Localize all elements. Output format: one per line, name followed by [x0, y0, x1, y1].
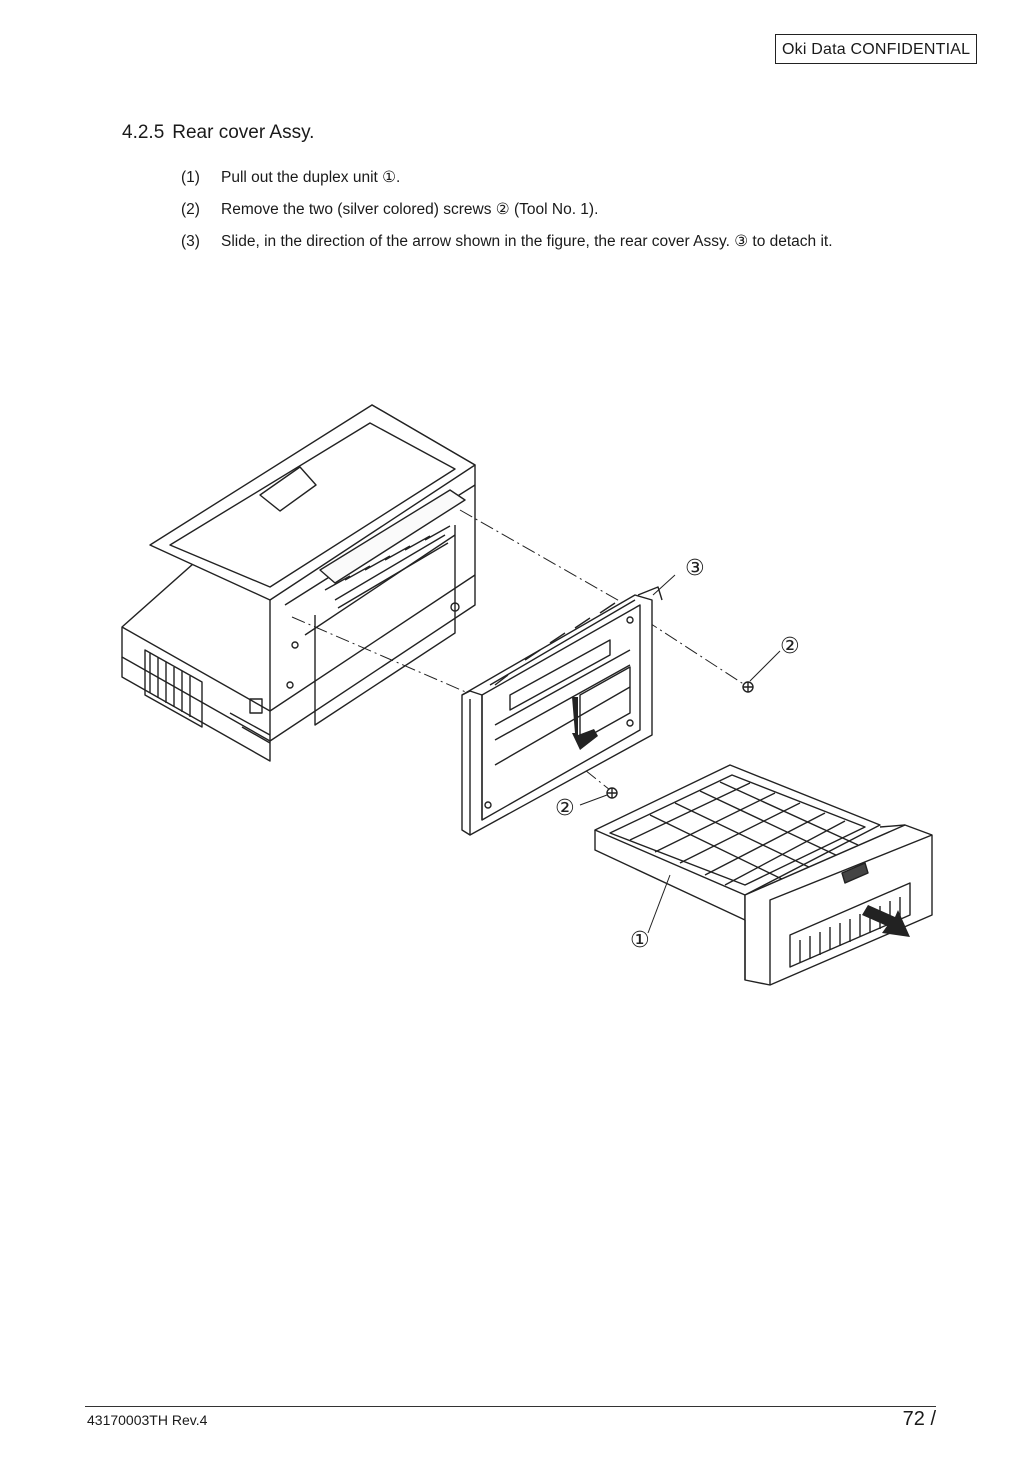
callout-duplex-unit: ①	[630, 928, 650, 953]
rear-cover-removal-figure	[110, 395, 940, 990]
section-heading	[122, 122, 314, 144]
step-text: Remove the two (silver colored) screws ② (Tool No. 1).	[221, 201, 599, 218]
document-id: 43170003TH Rev.4	[87, 1412, 208, 1428]
section-number: 4.2.5	[122, 122, 165, 143]
step-number: (3)	[181, 233, 200, 250]
page-number: 72 /	[902, 1408, 936, 1430]
callout-rear-cover: ③	[685, 556, 705, 581]
section-title: Rear cover Assy.	[172, 122, 315, 143]
printer-body-illustration	[122, 405, 475, 761]
screw-right-icon	[743, 682, 753, 692]
step-item	[181, 232, 833, 264]
callout-screw-left: ②	[555, 796, 575, 821]
step-item	[181, 168, 833, 200]
callout-screw-right: ②	[780, 634, 800, 659]
footer-divider	[85, 1406, 936, 1407]
step-text: Pull out the duplex unit ①.	[221, 169, 401, 186]
confidential-label: Oki Data CONFIDENTIAL	[775, 34, 977, 64]
screw-left-icon	[607, 788, 617, 798]
step-text: Slide, in the direction of the arrow shown in the figure, the rear cover Assy. ③ to detach it.	[221, 233, 833, 250]
procedure-steps	[181, 168, 833, 264]
step-number: (1)	[181, 169, 200, 186]
step-item	[181, 200, 833, 232]
step-number: (2)	[181, 201, 200, 218]
